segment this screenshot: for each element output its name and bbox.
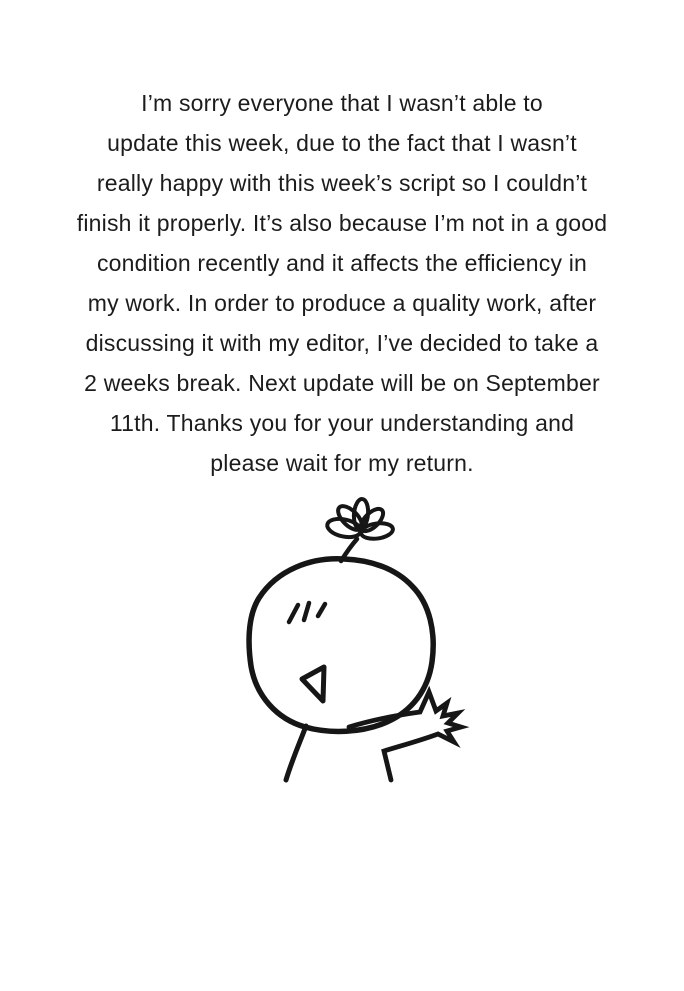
flower-icon (326, 498, 394, 561)
notice-line: my work. In order to produce a quality work, after (87, 290, 597, 316)
flower-petal (360, 521, 394, 540)
flower-petal (357, 505, 387, 535)
notice-line: finish it properly. It’s also because I’m not in a good (76, 210, 608, 236)
notice-line: 2 weeks break. Next update will be on September (84, 370, 600, 396)
flower-petal (334, 502, 366, 534)
flower-petal (353, 498, 370, 529)
character-head (249, 559, 433, 732)
notice-line: update this week, due to the fact that I wasn’t (107, 130, 577, 156)
body-left-line (286, 726, 306, 780)
closed-eye-marks (289, 603, 325, 622)
waving-arm-and-hand (349, 692, 461, 780)
notice-line: please wait for my return. (210, 450, 474, 476)
notice-line: discussing it with my editor, I’ve decided to take a (85, 330, 599, 356)
notice-line: I’m sorry everyone that I wasn’t able to (141, 90, 543, 116)
notice-line: condition recently and it affects the efficiency in (96, 250, 588, 276)
open-mouth (302, 667, 324, 701)
flower-petal (326, 516, 363, 540)
notice-line: really happy with this week’s script so I couldn’t (96, 170, 588, 196)
notice-line: 11th. Thanks you for your understanding and (109, 410, 575, 436)
flower-stem (341, 539, 357, 561)
break-announcement-text (0, 83, 684, 483)
